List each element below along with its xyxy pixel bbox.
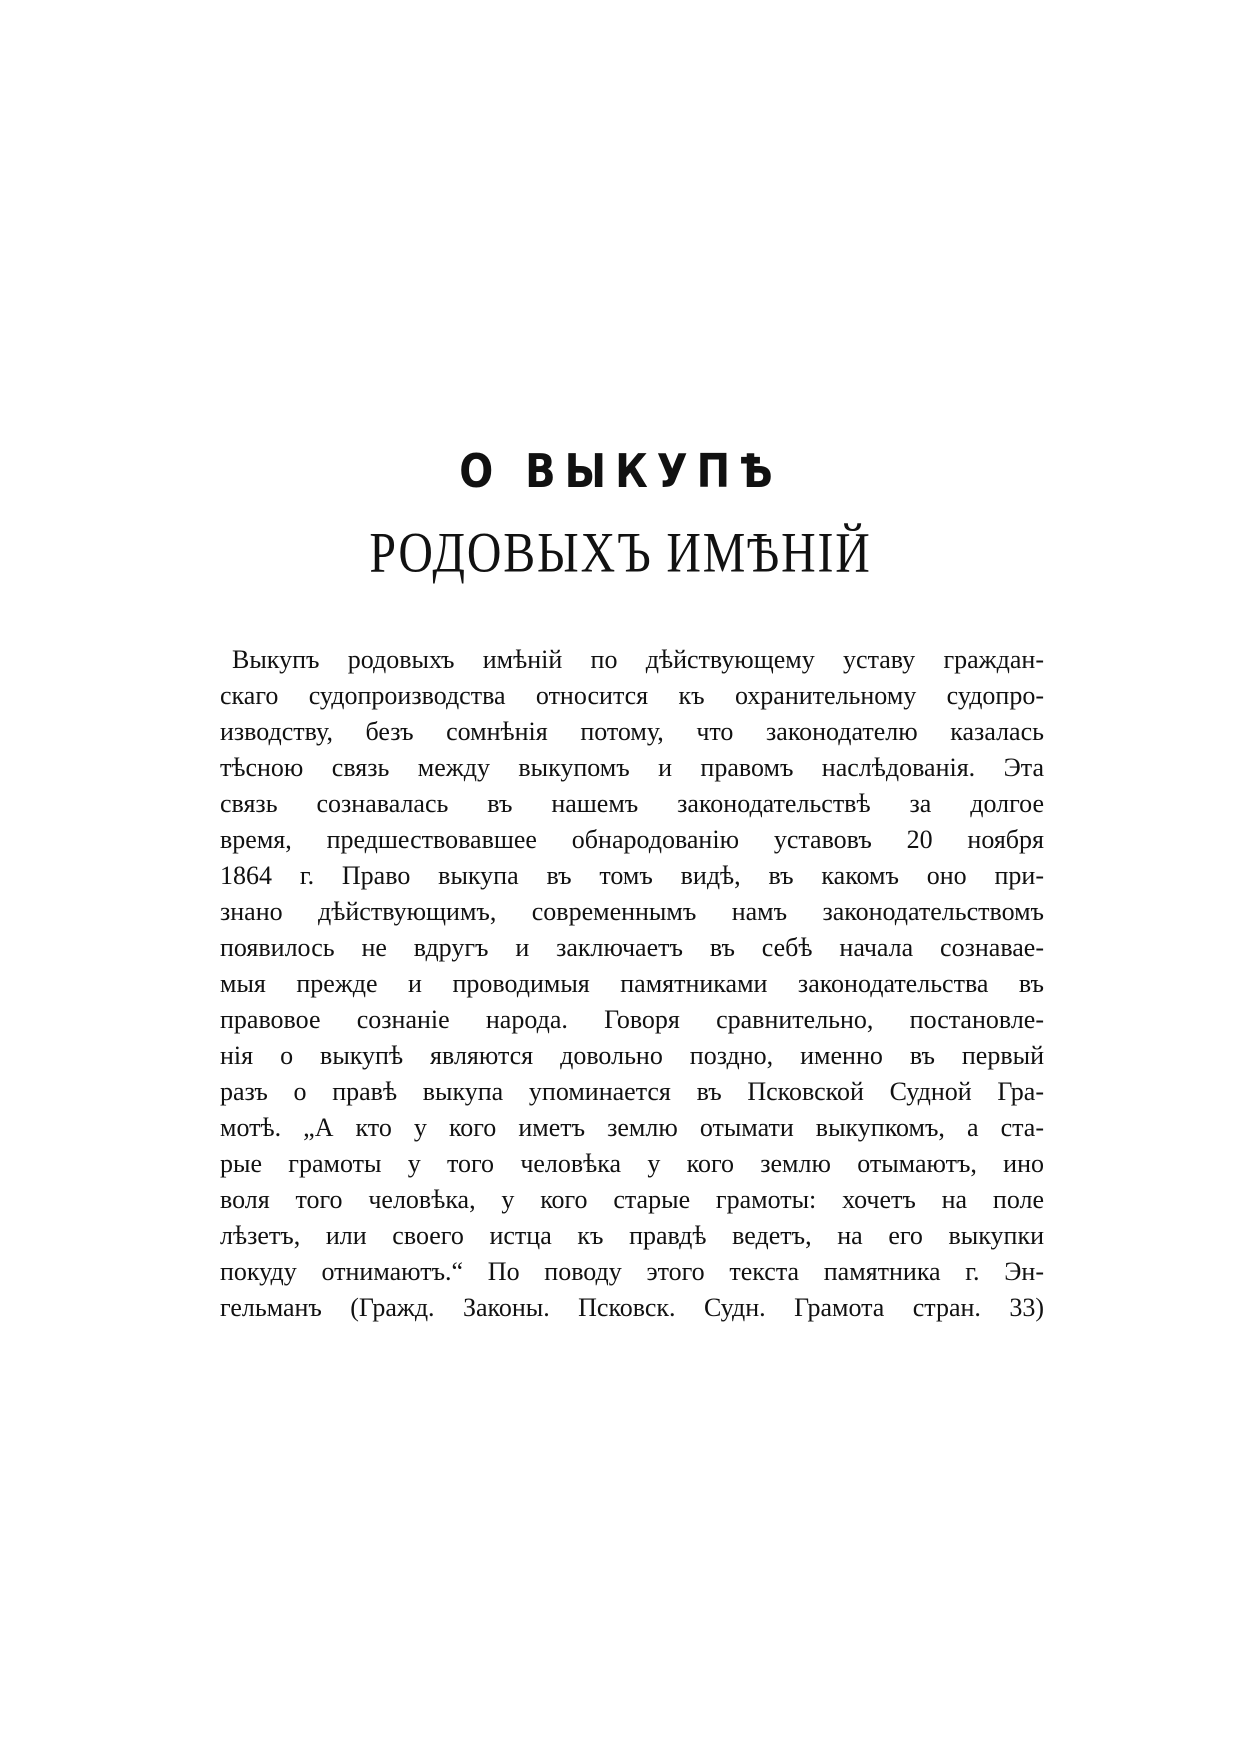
- text-line: знано дѣйствующимъ, современнымъ намъ законодательствомъ: [220, 897, 1044, 926]
- text-line: правовое сознаніе народа. Говоря сравнительно, постановле-: [220, 1005, 1044, 1034]
- text-line: изводству, безъ сомнѣнія потому, что законодателю казалась: [220, 717, 1044, 746]
- text-line: связь сознавалась въ нашемъ законодательствѣ за долгое: [220, 789, 1044, 818]
- text-line: появилось не вдругъ и заключаетъ въ себѣ начала сознавае-: [220, 933, 1044, 962]
- text-line: лѣзетъ, или своего истца къ правдѣ ведетъ, на его выкупки: [220, 1221, 1044, 1250]
- text-line: рые грамоты у того человѣка у кого землю отымаютъ, ино: [220, 1149, 1044, 1178]
- text-line: 1864 г. Право выкупа въ томъ видѣ, въ какомъ оно при-: [220, 861, 1044, 890]
- text-line: тѣсною связь между выкупомъ и правомъ наслѣдованія. Эта: [220, 753, 1044, 782]
- text-line: воля того человѣка, у кого старые грамоты: хочетъ на поле: [220, 1185, 1044, 1214]
- text-line: время, предшествовавшее обнародованію уставовъ 20 ноября: [220, 825, 1044, 854]
- text-line: мыя прежде и проводимыя памятниками законодательства въ: [220, 969, 1044, 998]
- body-paragraph: [220, 642, 1044, 1326]
- text-line: нія о выкупѣ являются довольно поздно, именно въ первый: [220, 1041, 1044, 1070]
- text-line: скаго судопроизводства относится къ охранительному судопро-: [220, 681, 1044, 710]
- title-subtitle: РОДОВЫХЪ ИМѢНІЙ: [369, 522, 872, 585]
- text-line: гельманъ (Гражд. Законы. Псковск. Судн. Грамота стран. 33): [220, 1293, 1044, 1322]
- text-line: Выкупъ родовыхъ имѣній по дѣйствующему уставу граждан-: [232, 645, 1044, 674]
- title-main: О ВЫКУПѢ: [459, 445, 782, 499]
- text-line: покуду отнимаютъ.“ По поводу этого текста памятника г. Эн-: [220, 1257, 1044, 1286]
- text-line: разъ о правѣ выкупа упоминается въ Псковской Судной Гра-: [220, 1077, 1044, 1106]
- text-line: мотѣ. „А кто у кого иметъ землю отымати выкупкомъ, а ста-: [220, 1113, 1044, 1142]
